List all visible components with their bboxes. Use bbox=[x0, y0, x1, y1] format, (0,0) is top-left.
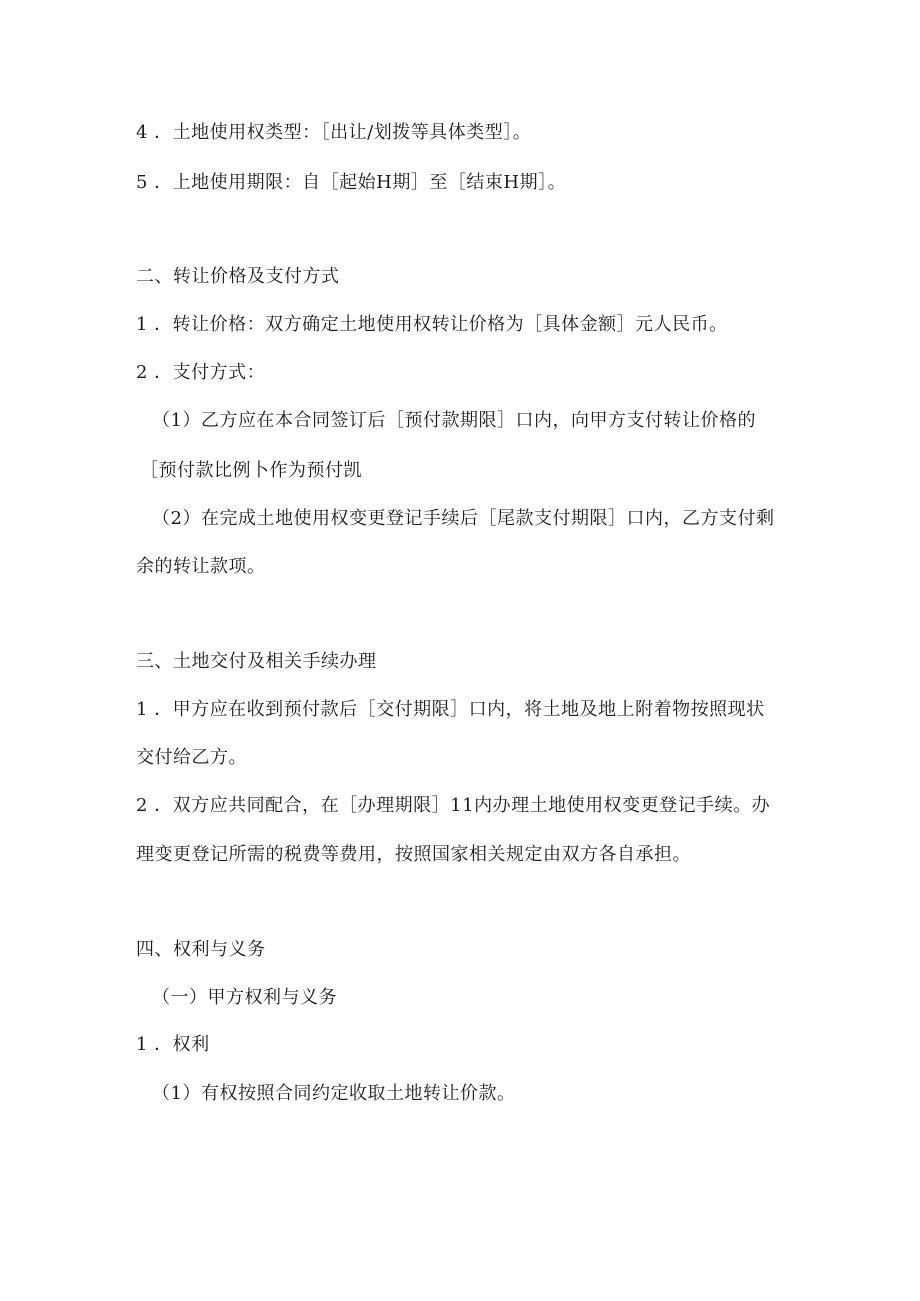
section-2-item-1: 1 ．转让价格：双方确定土地使用权转让价格为［具体金额］元人民币。 bbox=[136, 314, 728, 335]
section-3-item-2-line-1: 2 ．双方应共同配合，在［办理期限］11内办理土地使用权变更登记手续。办 bbox=[136, 795, 771, 816]
section-2-sub-1-line-1: （1）乙方应在本合同签订后［预付款期限］口内，向甲方支付转让价格的 bbox=[152, 410, 756, 431]
section-3-item-1-line-2: 交付给乙方。 bbox=[136, 747, 247, 768]
section-4-item-1: 1 ．权利 bbox=[136, 1034, 210, 1055]
section-4-sub-heading: （一）甲方权利与义务 bbox=[152, 987, 337, 1008]
section-4-heading: 四、权利与义务 bbox=[136, 939, 266, 960]
section-2-heading: 二、转让价格及支付方式 bbox=[136, 266, 340, 287]
section-2-item-2: 2 ．支付方式： bbox=[136, 362, 266, 383]
section-4-sub-1: （1）有权按照合同约定收取土地转让价款。 bbox=[152, 1083, 516, 1104]
section-3-item-1-line-1: 1 ．甲方应在收到预付款后［交付期限］口内，将土地及地上附着物按照现状 bbox=[136, 699, 765, 720]
section-2-sub-2-line-2: 余的转让款项。 bbox=[136, 556, 266, 577]
section-3-heading: 三、土地交付及相关手续办理 bbox=[136, 651, 377, 672]
section-3-item-2-line-2: 理变更登记所需的税费等费用，按照国家相关规定由双方各自承担。 bbox=[136, 844, 691, 865]
item-4-land-use-type: 4 ．土地使用权类型：［出让/划拨等具体类型］。 bbox=[136, 122, 532, 143]
section-2-sub-2-line-1: （2）在完成土地使用权变更登记手续后［尾款支付期限］口内，乙方支付剩 bbox=[152, 508, 775, 529]
item-5-land-use-period: 5 ．上地使用期限：自［起始H期］至［结束H期］。 bbox=[136, 172, 567, 193]
section-2-sub-1-line-2: ［预付款比例卜作为预付凯 bbox=[140, 460, 362, 481]
